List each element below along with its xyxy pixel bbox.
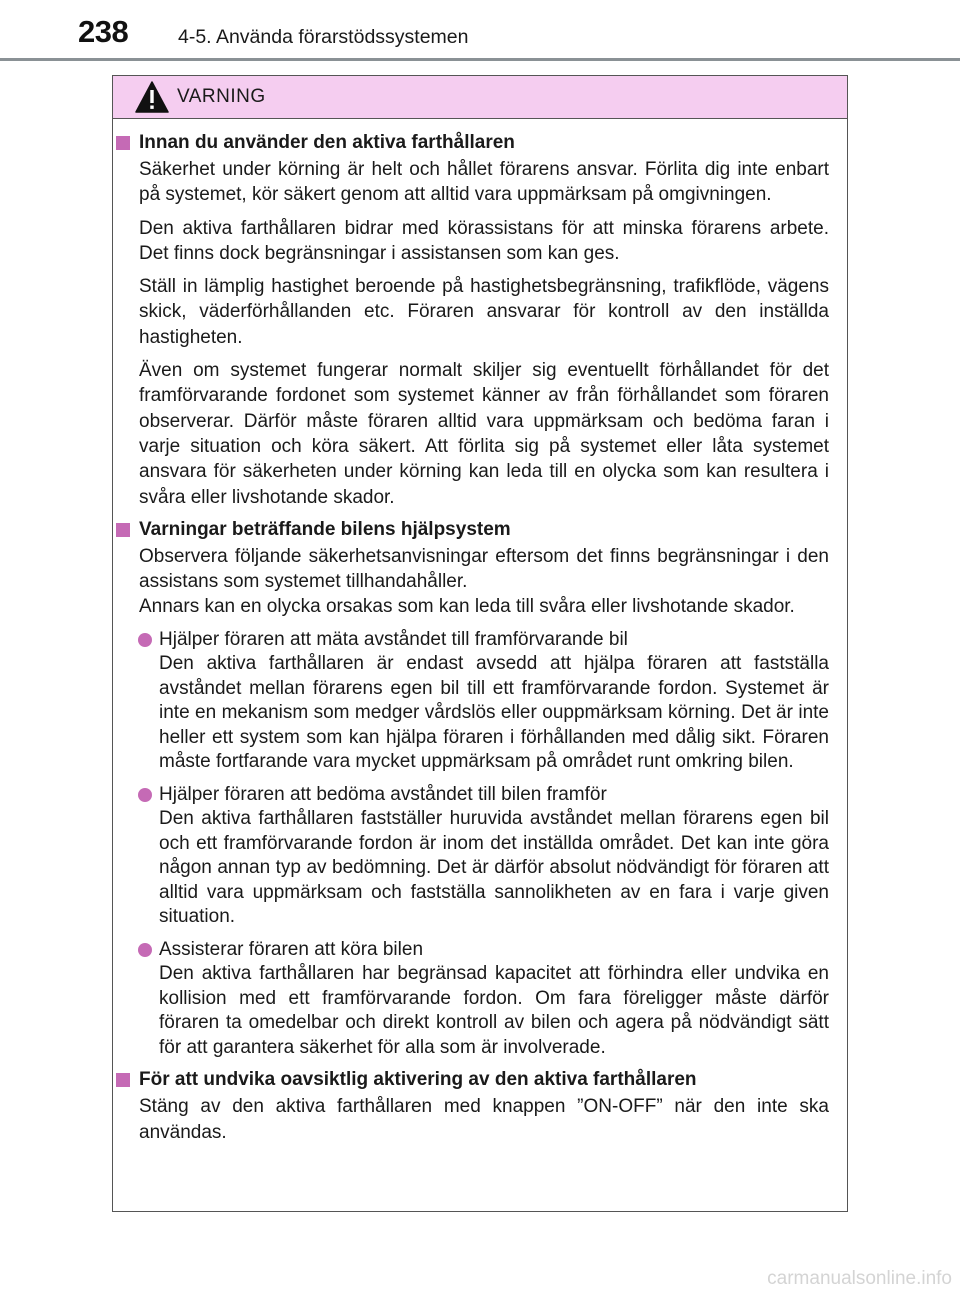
watermark: carmanualsonline.info bbox=[767, 1268, 952, 1289]
list-item-title: Hjälper föraren att mäta avståndet till framförvarande bil bbox=[159, 628, 628, 650]
warning-header bbox=[113, 76, 847, 119]
paragraph: Annars kan en olycka orsakas som kan leda till svåra eller livshotande skador. bbox=[139, 596, 795, 618]
paragraph: Stäng av den aktiva farthållaren med knappen ”ON-OFF” när den inte ska användas. bbox=[139, 1096, 829, 1143]
paragraph: Den aktiva farthållaren bidrar med körassistans för att minska förarens arbete. Det finns dock begränsningar i assistansen som kan ges. bbox=[139, 217, 829, 264]
section-heading bbox=[113, 1068, 846, 1092]
header-divider bbox=[0, 58, 960, 61]
section-before-use bbox=[113, 131, 846, 510]
list-item-title: Assisterar föraren att köra bilen bbox=[159, 938, 424, 960]
paragraph: Säkerhet under körning är helt och hållet förarens ansvar. Förlita dig inte enbart på systemet, kör säkert genom att alltid vara uppmärksam på omgivningen. bbox=[139, 159, 829, 206]
square-bullet-icon bbox=[116, 136, 130, 150]
section-heading-text: Varningar beträffande bilens hjälpsystem bbox=[139, 518, 511, 540]
list-item bbox=[113, 783, 846, 930]
section-avoid-activation bbox=[113, 1068, 846, 1145]
list-item-text: Den aktiva farthållaren fastställer huruvida avståndet mellan förarens egen bil och ett framförvarande fordon är inom det inställda området. Det kan inte göra någon annan typ av bedömning. Det är därför absolut nödvändigt för föraren att alltid vara uppmärksam och fastställa sannolikheten av en fara i varje given situation. bbox=[159, 808, 829, 928]
section-heading-text: Innan du använder den aktiva farthållaren bbox=[139, 132, 515, 153]
paragraph: Även om systemet fungerar normalt skiljer sig eventuellt förhållandet för det framförvarande fordonet som systemet känner av från förhållandet som föraren observerar. Därför måste föraren alltid vara uppmärksam och bedöma faran i varje situation och köra säkert. Att förlita sig på systemet eller låta systemet ansvara för säkerheten under körning kan leda till en olycka som kan resultera i svåra eller livshotande skador. bbox=[139, 360, 829, 508]
list-item-text: Den aktiva farthållaren är endast avsedd att hjälpa föraren att fastställa avståndet mellan förarens egen bil till ett framförvarande fordon. Systemet är inte en mekanism som medger vårdslös eller ouppmärksam körning. Det är inte heller ett system som kan hjälpa föraren i förhållanden med dålig sikt. Föraren måste fortfarande vara mycket uppmärksam på området runt omkring bilen. bbox=[159, 653, 829, 773]
chapter-title: 4-5. Använda förarstödssystemen bbox=[178, 26, 469, 48]
warning-content bbox=[113, 131, 846, 1153]
page-number: 238 bbox=[78, 14, 129, 49]
list-item-text: Den aktiva farthållaren har begränsad kapacitet att förhindra eller undvika en kollision med ett framförvarande fordon. Om fara föreligger måste därför föraren ta omedelbar och direkt kontroll av bilen och agera på nödvändigt sätt för att garantera säkerhet för alla som är involverade. bbox=[159, 963, 829, 1058]
round-bullet-icon bbox=[138, 943, 152, 957]
paragraph: Observera följande säkerhetsanvisningar eftersom det finns begränsningar i den assistans som systemet tillhandahåller. bbox=[139, 545, 829, 593]
paragraph: Ställ in lämplig hastighet beroende på hastighetsbegränsning, trafikflöde, vägens skick, väderförhållanden etc. Föraren ansvarar för kontroll av den inställda hastigheten. bbox=[139, 276, 829, 348]
section-assist-systems bbox=[113, 518, 846, 1060]
warning-box bbox=[112, 75, 848, 1212]
square-bullet-icon bbox=[116, 523, 130, 537]
page-header bbox=[0, 0, 960, 62]
section-heading bbox=[113, 518, 846, 542]
list-item bbox=[113, 628, 846, 775]
warning-triangle-icon bbox=[135, 81, 169, 113]
list-item-title: Hjälper föraren att bedöma avståndet till bilen framför bbox=[159, 783, 607, 805]
section-heading bbox=[113, 131, 846, 155]
warning-title: VARNING bbox=[177, 86, 266, 107]
round-bullet-icon bbox=[138, 633, 152, 647]
round-bullet-icon bbox=[138, 788, 152, 802]
section-heading-text: För att undvika oavsiktlig aktivering av den aktiva farthållaren bbox=[139, 1069, 697, 1091]
square-bullet-icon bbox=[116, 1073, 130, 1087]
list-item bbox=[113, 938, 846, 1061]
